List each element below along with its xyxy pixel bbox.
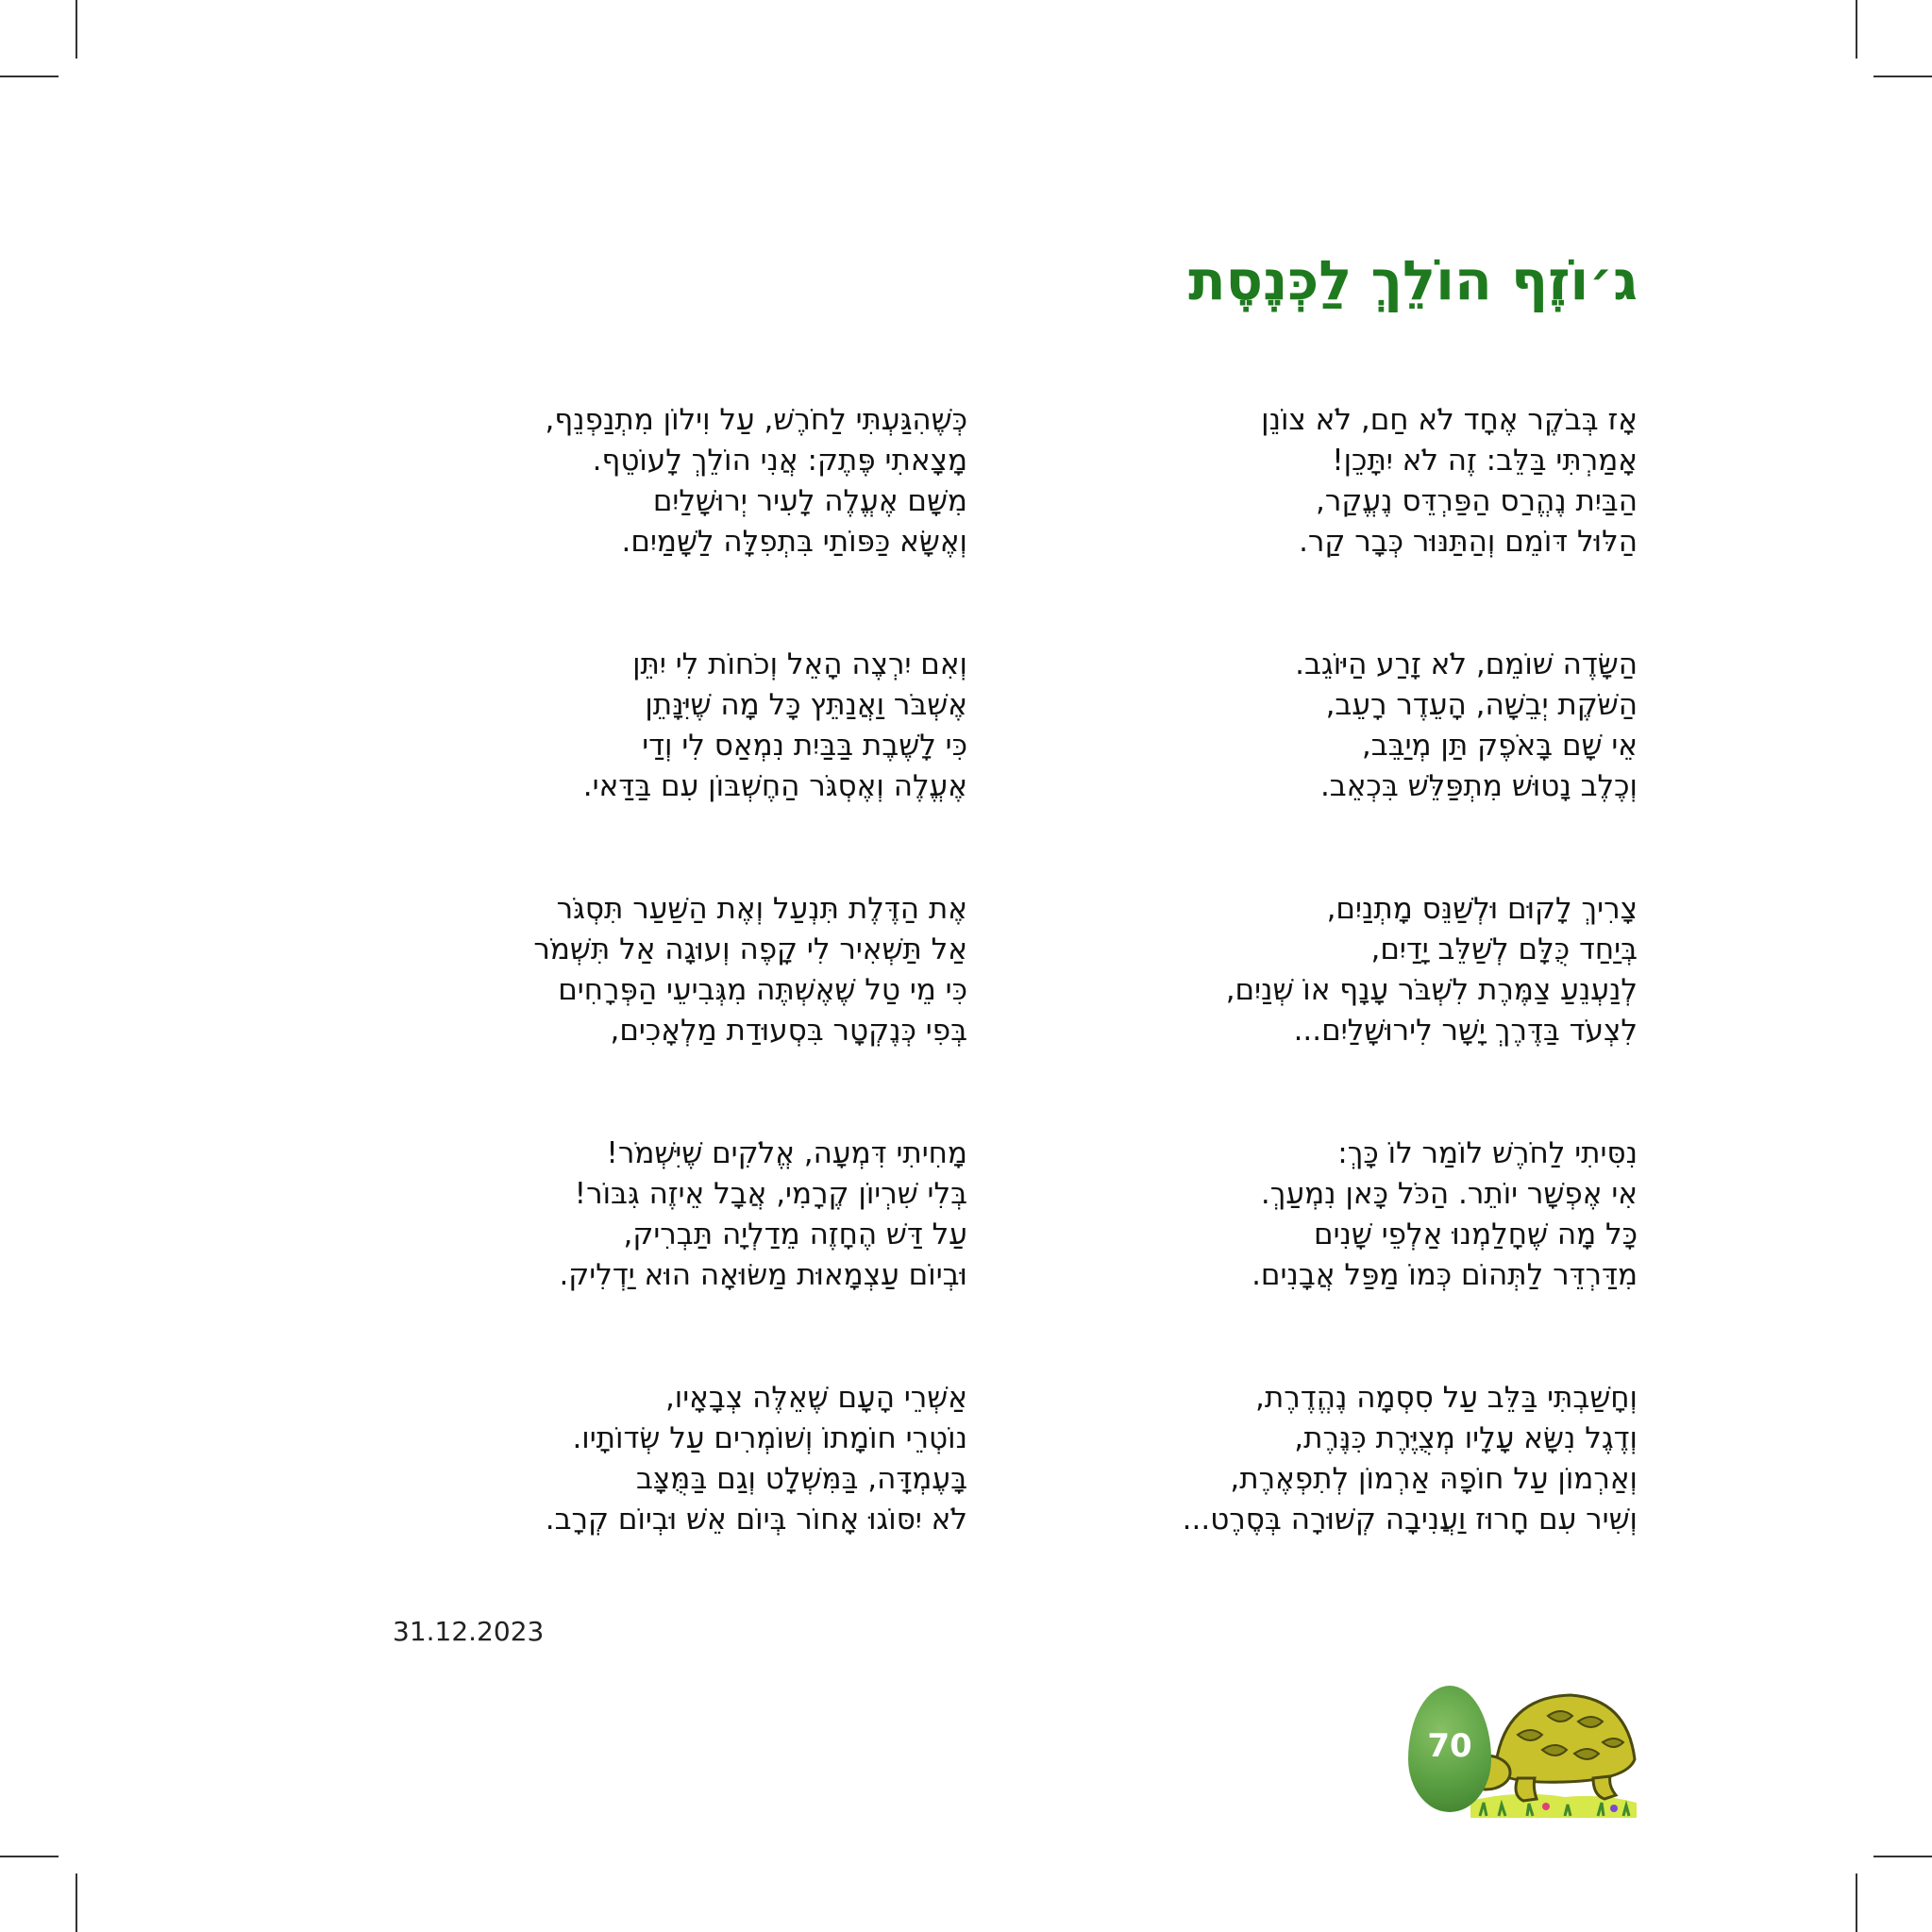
poem-line: לְנַעְנֵעַ צַמֶּרֶת לִשְׁבֹּר עָנָף אוֹ שְׁנַיִם, <box>1225 973 1638 1007</box>
poem-line: לֹא יִסּוֹגוּ אָחוֹר בְּיוֹם אֵשׁ וּבְיוֹם קְרָב. <box>545 1503 967 1537</box>
crop-mark <box>1873 76 1932 77</box>
poem-line: וְשִׁיר עִם חָרוּז וַעֲנִיבָה קְשׁוּרָה בְּסֶרֶט... <box>1182 1503 1638 1537</box>
poem-line: וּבְיוֹם עַצְמָאוּת מַשּׂוּאָה הוּא יַדְלִיק. <box>559 1258 967 1292</box>
stanza <box>1183 400 1638 645</box>
poem-line: מָצָאתִי פֶּתֶק: אֲנִי הוֹלֵךְ לָעוֹטֵף. <box>592 444 967 478</box>
poem-column-right <box>1183 400 1638 1622</box>
poem-line: כָּל מָה שֶׁחָלַמְנוּ אַלְפֵי שָׁנִים <box>1314 1218 1638 1252</box>
poem-line: אֵי שָׁם בָּאֹפֶק תַּן מְיַבֵּב, <box>1361 729 1638 763</box>
poem-line: כִּי לָשֶׁבֶת בַּבַּיִת נִמְאַס לִי וְדַי <box>642 729 967 763</box>
stanza <box>533 1378 967 1622</box>
poem-line: בָּעֶמְדָּה, בַּמִּשְׁלָט וְגַם בַּמֻּצָּב <box>635 1462 967 1496</box>
poem-line: מָחִיתִי דִּמְעָה, אֱלֹקִים שֶׁיִּשְׁמֹר! <box>606 1136 967 1170</box>
poem-line: בְּפִי כְּנֶקְטָר בִּסְעוּדַת מַלְאָכִים, <box>610 1014 967 1048</box>
poem-line: וְכֶלֶב נָטוּשׁ מִתְפַּלֵּשׁ בִּכְאֵב. <box>1319 769 1638 803</box>
poem-line: וְחָשַׁבְתִּי בַּלֵּב עַל סִסְמָה נֶהֱדֶרֶת, <box>1255 1381 1638 1415</box>
stanza <box>1183 1378 1638 1622</box>
crop-mark <box>0 76 59 77</box>
crop-mark <box>0 1856 59 1857</box>
poem-line: וְדֶגֶל נִשָּׂא עָלָיו מְצֻיֶּרֶת כִּנֶּרֶת, <box>1294 1421 1638 1455</box>
poem-line: מִדַּרְדֵּר לַתְּהוֹם כְּמוֹ מַפַּל אֲבָנִים. <box>1252 1258 1638 1292</box>
crop-mark <box>1856 1873 1857 1932</box>
poem-line: נוֹטְרֵי חוֹמָתוֹ וְשׁוֹמְרִים עַל שְׂדוֹתָיו. <box>572 1421 967 1455</box>
poem-line: לִצְעֹד בַּדֶּרֶךְ יָשָׁר לִירוּשָׁלַיִם... <box>1293 1014 1638 1048</box>
poem-line: עַל דַּשׁ הֶחָזֶה מֵדַלְיָה תַּבְרִיק, <box>623 1218 967 1252</box>
poem-line: בְּלִי שִׁרְיוֹן קֶרָמִי, אֲבָל אֵיזֶה גִּבּוֹר! <box>574 1177 967 1211</box>
poem-line: כִּי מֵי טַל שֶׁאֶשְׁתֶּה מִגְּבִיעֵי הַפְּרָחִים <box>558 973 967 1007</box>
poem-line: הַבַּיִת נֶהֱרַס הַפַּרְדֵּס נֶעֱקַר, <box>1316 484 1638 518</box>
stanza <box>533 645 967 889</box>
poem-line: אַשְׁרֵי הָעָם שֶׁאֵלֶּה צְבָאָיו, <box>664 1381 967 1415</box>
page-number: 70 <box>1427 1727 1472 1765</box>
poem-title: ג׳וֹזֶף הוֹלֵךְ לַכְּנֶסֶת <box>1188 248 1638 312</box>
stanza <box>533 400 967 645</box>
poem-line: הַשָּׂדֶה שׁוֹמֵם, לֹא זָרַע הַיּוֹגֵב. <box>1295 647 1638 681</box>
poem-line: אֶעֱלֶה וְאֶסְגֹּר הַחֶשְׁבּוֹן עִם בַּדַּאי. <box>582 769 967 803</box>
stanza <box>533 1134 967 1378</box>
crop-mark <box>76 0 77 59</box>
poem-line: נִסִּיתִי לַחֹרֶשׁ לוֹמַר לוֹ כָּךְ: <box>1337 1136 1638 1170</box>
poem-line: מִשָּׁם אֶעֱלֶה לָעִיר יְרוּשָׁלַיִם <box>652 484 967 518</box>
poem-line: וְאֶשָּׂא כַּפּוֹתַי בִּתְפִלָּה לַשָּׁמַיִם. <box>621 525 967 559</box>
poem-line: כְּשֶׁהִגַּעְתִּי לַחֹרֶשׁ, עַל וִילוֹן מִתְנַפְנֵף, <box>545 403 967 437</box>
poem-line: אֶת הַדֶּלֶת תִּנְעַל וְאֶת הַשַּׁעַר תִּסְגֹּר <box>556 892 967 926</box>
stanza <box>1183 645 1638 889</box>
poem-line: צָרִיךְ לָקוּם וּלְשַׁנֵּס מָתְנַיִם, <box>1326 892 1638 926</box>
stanza <box>533 889 967 1134</box>
stanza <box>1183 1134 1638 1378</box>
crop-mark <box>1856 0 1857 59</box>
poem-line: בְּיַחַד כֻּלָּם לְשַׁלֵּב יָדַיִם, <box>1370 932 1638 966</box>
poem-line: אִי אֶפְשָׁר יוֹתֵר. הַכֹּל כָּאן נִמְעַךְ. <box>1260 1177 1638 1211</box>
page-number-badge <box>1404 1669 1638 1827</box>
date: 31.12.2023 <box>393 1616 545 1647</box>
crop-mark <box>1873 1856 1932 1857</box>
poem-line: וְאַרְמוֹן עַל חוֹפָהּ אַרְמוֹן לְתִפְאֶרֶת, <box>1230 1462 1638 1496</box>
poem-line: אָמַרְתִּי בַּלֵּב: זֶה לֹא יִתָּכֵן! <box>1332 444 1638 478</box>
poem-line: אַל תַּשְׁאִיר לִי קָפֶה וְעוּגָה אַל תִּשְׁמֹר <box>533 932 967 966</box>
poem-line: הַשֹּׁקֶת יְבֵשָׁה, הָעֵדֶר רָעֵב, <box>1325 688 1638 722</box>
poem-line: אֶשְׁבֹּר וַאֲנַתֵּץ כָּל מָה שֶׁיִּנָּתֵן <box>645 688 967 722</box>
crop-mark <box>76 1873 77 1932</box>
poem-line: הַלּוּל דּוֹמֵם וְהַתַּנּוּר כְּבָר קַר. <box>1299 525 1638 559</box>
poem-column-left <box>533 400 967 1622</box>
poem-line: אָז בְּבֹקֶר אֶחָד לֹא חַם, לֹא צוֹנֵן <box>1261 403 1638 437</box>
poem-line: וְאִם יִרְצֶה הָאֵל וְכֹחוֹת לִי יִתֵּן <box>632 647 967 681</box>
stanza <box>1183 889 1638 1134</box>
